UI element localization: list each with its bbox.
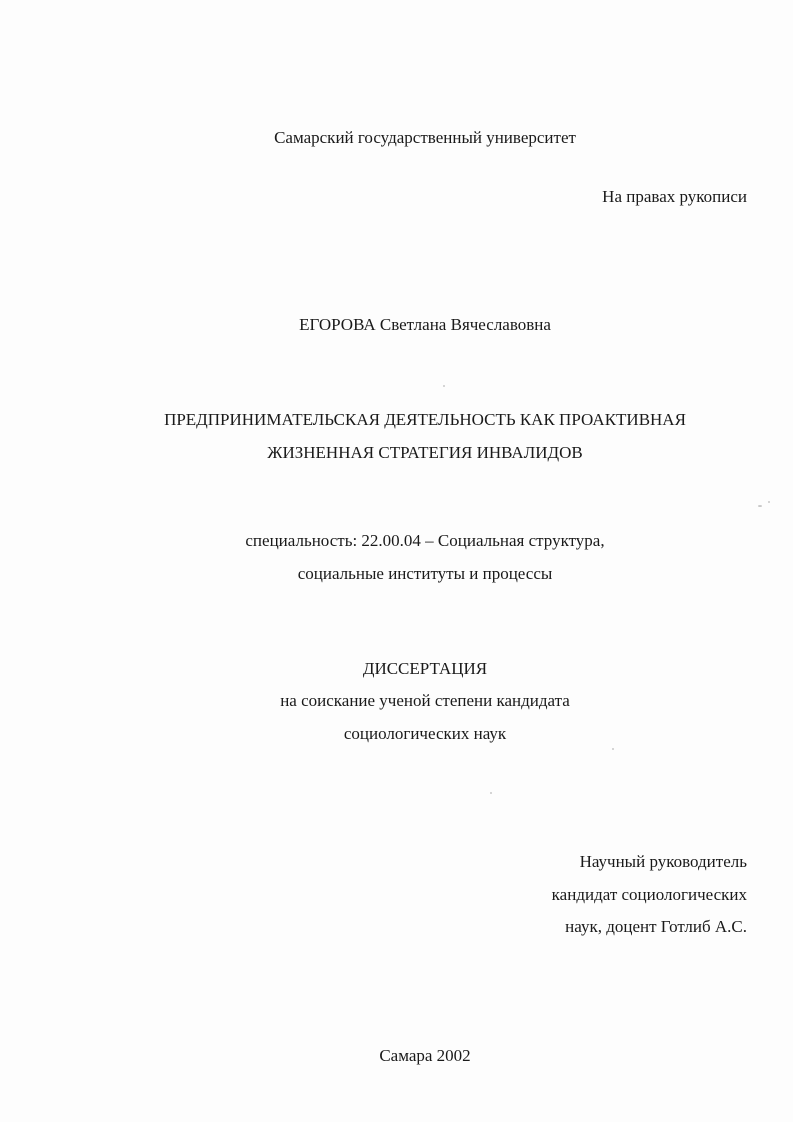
supervisor-line-3: наук, доцент Готлиб А.С.	[565, 917, 747, 936]
manuscript-note: На правах рукописи	[602, 187, 747, 206]
specialty-line-1: специальность: 22.00.04 – Социальная структура,	[245, 531, 605, 550]
author-name: ЕГОРОВА Светлана Вячеславовна	[299, 315, 551, 334]
place-year: Самара 2002	[379, 1046, 471, 1065]
title-line-2: ЖИЗНЕННАЯ СТРАТЕГИЯ ИНВАЛИДОВ	[267, 443, 583, 462]
title-line-1: ПРЕДПРИНИМАТЕЛЬСКАЯ ДЕЯТЕЛЬНОСТЬ КАК ПРОАКТИВНАЯ	[164, 410, 686, 429]
specialty-line-2: социальные институты и процессы	[297, 564, 553, 583]
university-name: Самарский государственный университет	[274, 128, 576, 147]
scan-speck	[490, 792, 492, 794]
scan-speck	[758, 505, 762, 507]
scan-speck	[612, 748, 614, 750]
scan-speck	[768, 501, 770, 503]
dissertation-heading: ДИССЕРТАЦИЯ	[362, 659, 488, 678]
supervisor-line-1: Научный руководитель	[579, 852, 747, 871]
degree-line-1: на соискание ученой степени кандидата	[280, 691, 570, 710]
scan-speck	[443, 385, 445, 387]
supervisor-line-2: кандидат социологических	[551, 885, 747, 904]
degree-line-2: социологических наук	[343, 724, 507, 743]
